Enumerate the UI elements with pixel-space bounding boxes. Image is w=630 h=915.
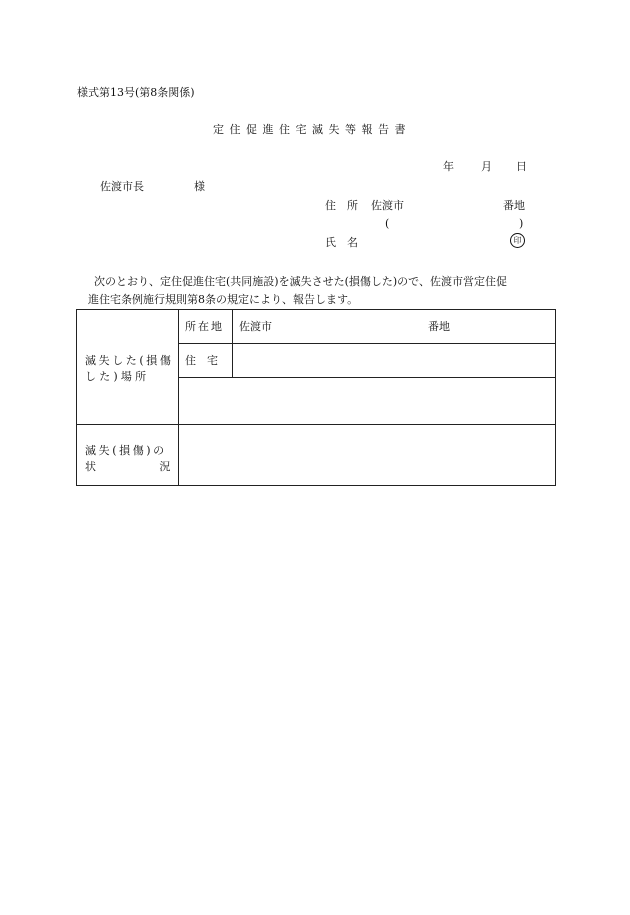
state-row-label [85,443,175,475]
state-row-label-char-1: 状 [85,460,99,473]
addressee-suffix: 様 [194,180,205,193]
house-field-input[interactable] [237,348,552,374]
form-number: 様式第13号(第8条関係) [77,86,195,99]
table-divider-house-row [178,377,555,378]
document-title: 定住促進住宅滅失等報告書 [213,123,411,136]
address-field-banchi: 番地 [428,320,450,333]
state-row-label-char-2: 況 [159,460,173,473]
date-year-label: 年 [443,160,454,173]
address-field-city[interactable]: 佐渡市 [239,320,272,333]
state-description-field[interactable] [183,428,553,482]
report-body-line-1: 次のとおり、定住促進住宅(共同施設)を滅失させた(損傷した)ので、佐渡市営定住促 [94,275,507,288]
table-divider-label-column [178,310,179,485]
reporter-phone-paren-close: ) [519,217,524,230]
house-field-label: 住 宅 [185,354,218,367]
location-row-label-line-2: した)場所 [85,370,150,383]
table-divider-location-block [77,424,555,425]
reporter-phone-paren-open: ( [385,217,390,230]
report-table [76,309,556,486]
date-month-label: 月 [481,160,492,173]
reporter-address-label: 住 所 [325,199,358,212]
addressee-name: 佐渡市長 [100,180,144,193]
location-row-label [85,353,175,385]
address-field-label: 所在地 [185,320,224,333]
table-divider-address-row [178,343,555,344]
reporter-address-city: 佐渡市 [371,199,404,212]
reporter-address-banchi: 番地 [503,199,525,212]
location-row-label-line-1: 滅失した(損傷 [85,354,174,367]
report-body-text [88,273,558,309]
location-extra-field[interactable] [183,382,553,420]
date-day-label: 日 [516,160,527,173]
table-divider-sublabel-column [232,310,233,377]
seal-icon: 印 [510,233,525,248]
report-body-line-2: 進住宅条例施行規則第8条の規定により、報告します。 [88,293,359,306]
reporter-name-label: 氏 名 [325,236,358,249]
state-row-label-line-1: 滅失(損傷)の [85,444,167,457]
state-row-label-line-2 [85,459,173,475]
